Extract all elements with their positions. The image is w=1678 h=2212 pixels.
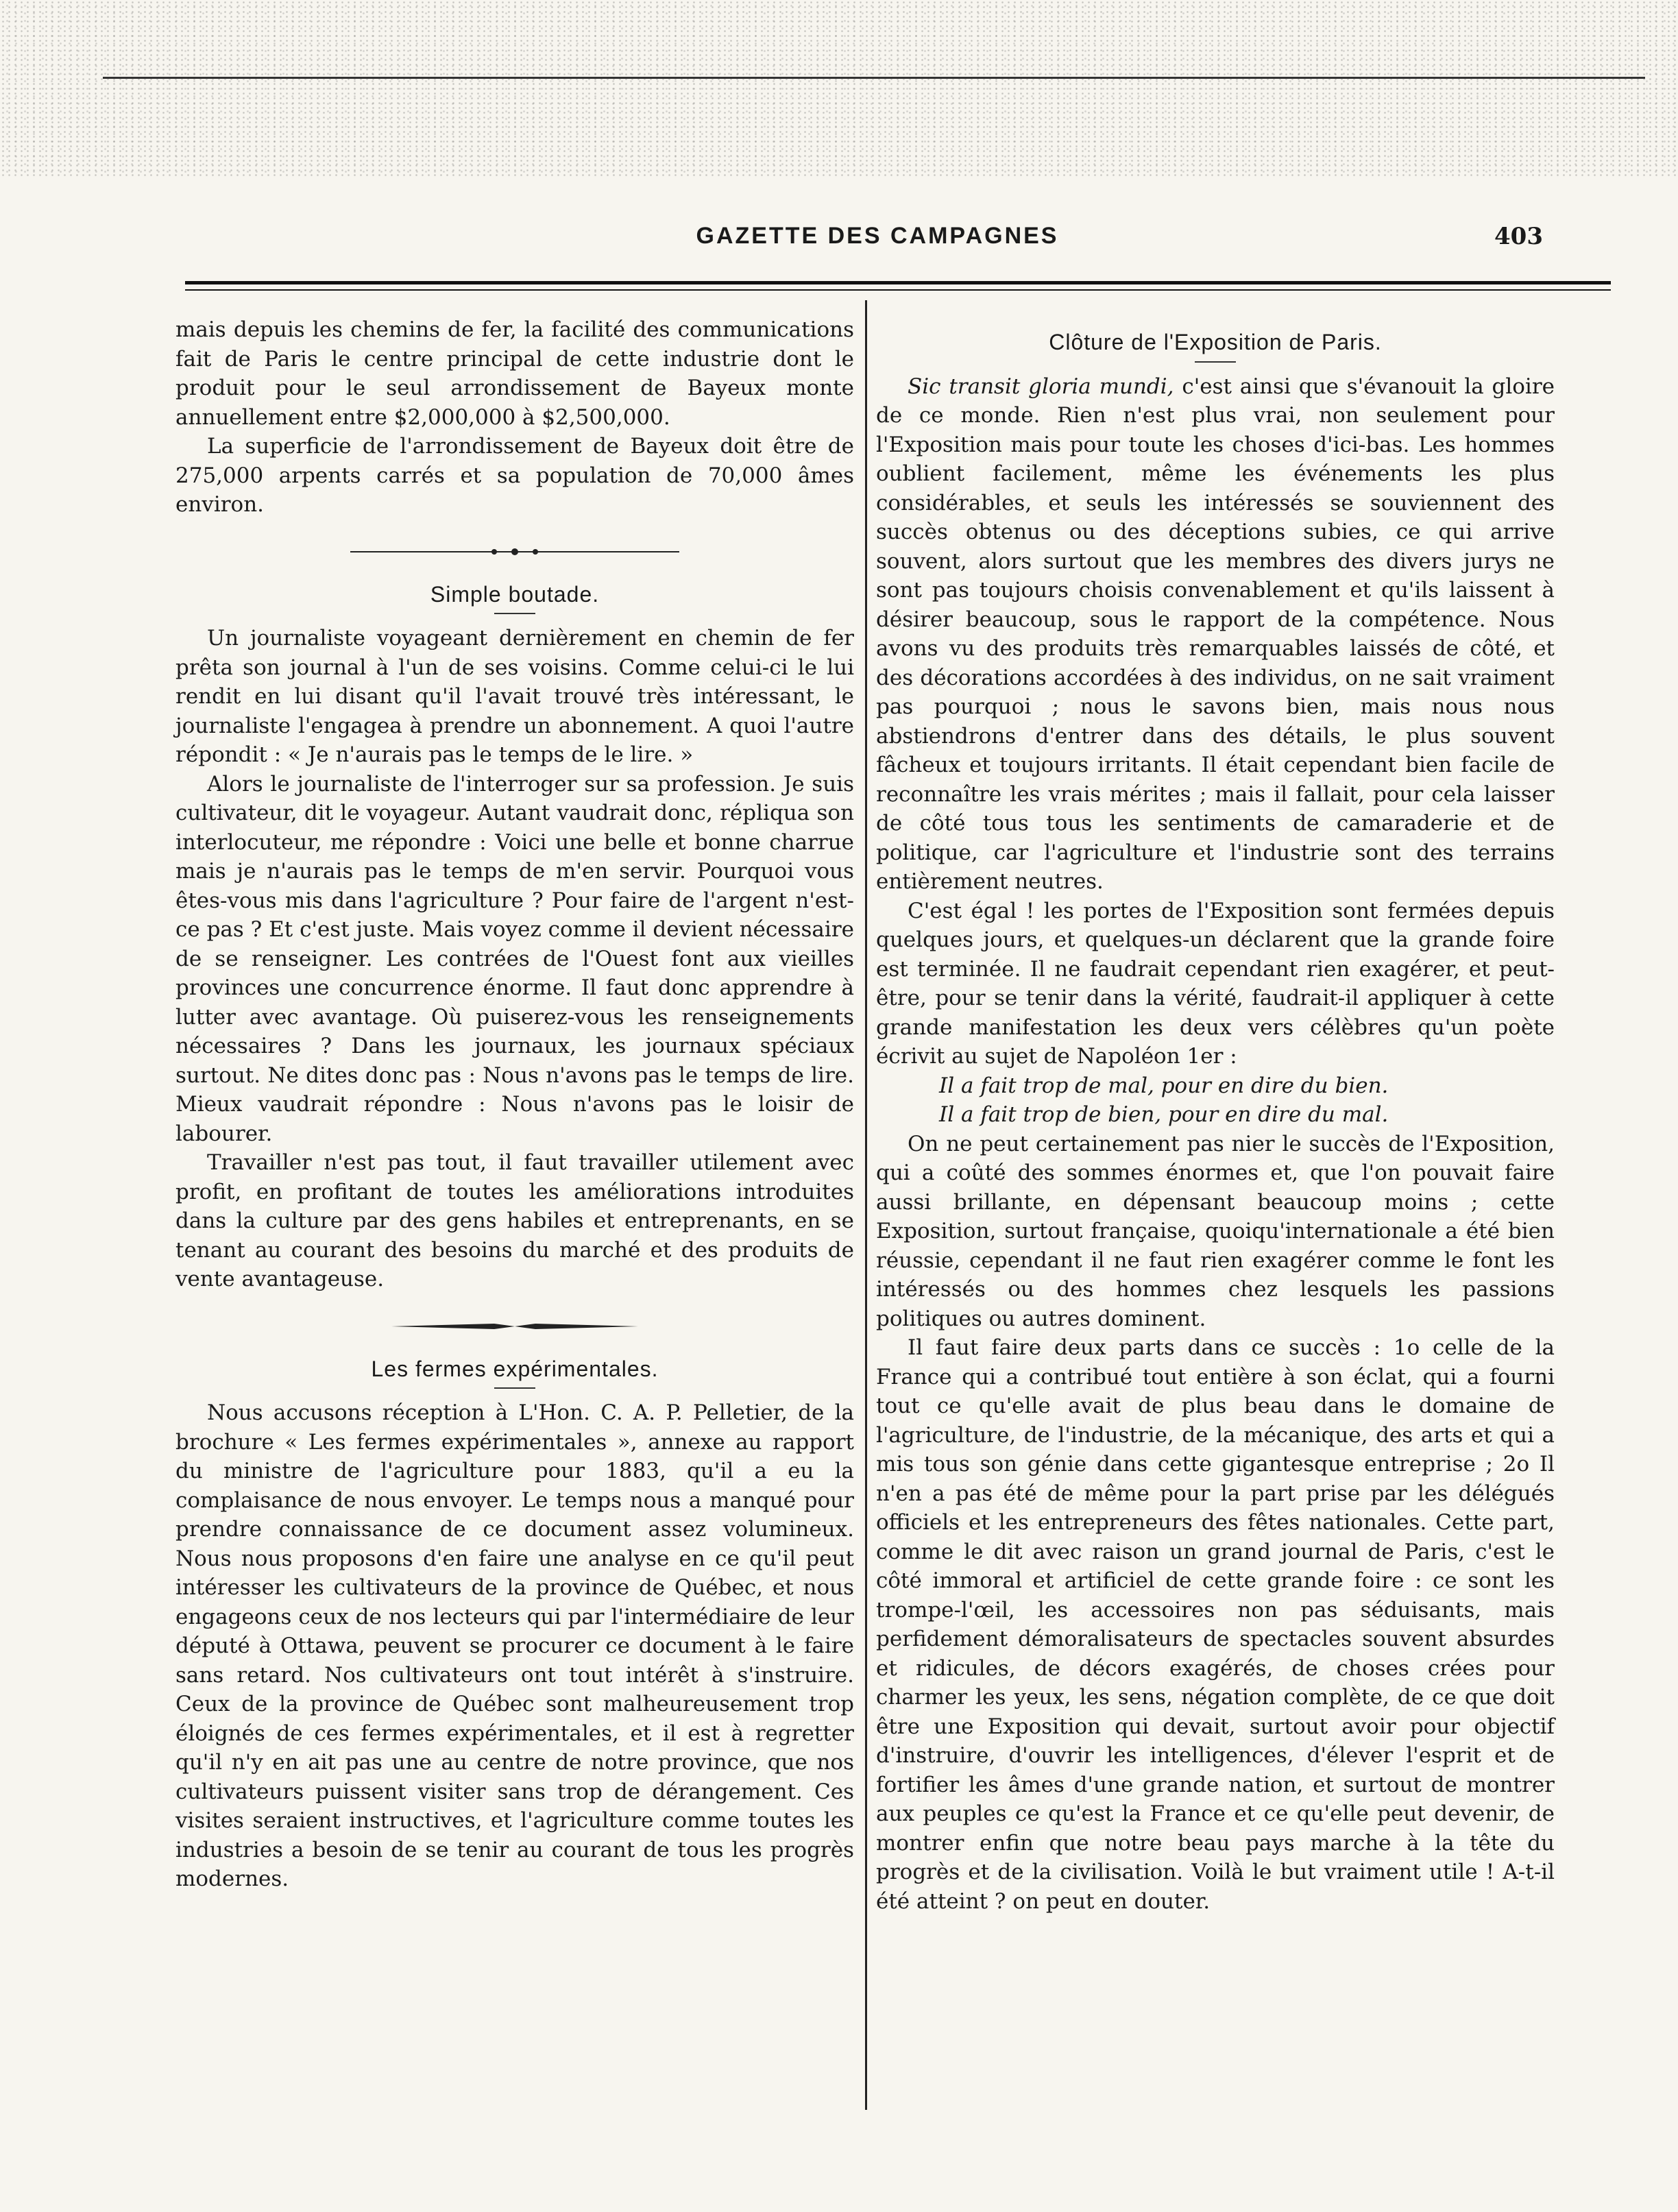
paragraph: Un journaliste voyageant dernièrement en chemin de fer prêta son journal à l'un de ses voisins. Comme celui-ci le lui rendit en lui disant qu'il l'avait trouvé très intéressant, le journaliste l'engagea à prendre un abonnement. A quoi l'autre répondit : « Je n'aurais pas le temps de le lire. » (175, 626, 854, 767)
paragraph: C'est égal ! les portes de l'Exposition sont fermées depuis quelques jours, et quelques-un déclarent que la grande foire est terminée. Il ne faudrait cependant rien exagérer, et peut-être, pour se tenir dans la vérité, faudrait-il appliquer à cette grande manifestation les deux vers célèbres qu'un poète écrivit au sujet de Napoléon 1er : (876, 898, 1555, 1069)
title-tick (494, 1387, 535, 1389)
section-title-simple-boutade: Simple boutade. (430, 581, 600, 607)
verse-line: Il a fait trop de mal, pour en dire du bien. (939, 1073, 1389, 1098)
print-speckle-texture (0, 0, 1678, 178)
paragraph-text: c'est ainsi que s'évanouit la gloire de ce monde. Rien n'est plus vrai, non seulement pour l'Exposition mais pour toute les choses d'ici-bas. Les hommes oublient facilement, même les événements les plus considérables, et seuls les intéressés se souviennent des succès obtenus ou des déceptions subies, ce qui arrive souvent, alors surtout que les membres des divers jurys ne sont pas toujours choisis convenablement et qu'ils laissent à désirer beaucoup, sous le rapport de la compétence. Nous avons vu des produits très remarquables laissés de côté, et des décorations accordées à des individus, on ne sait vraiment pas pourquoi ; nous le savons bien, mais nous nous abstiendrons d'entrer dans des détails, le plus souvent fâcheux et toujours irritants. Il était cependant bien facile de reconnaître les vrais mérites ; mais il fallait, pour cela laisser de côté tous tous les sentiments de camaraderie et de politique, car l'agriculture et l'industrie sont des terrains entièrement neutres. (876, 374, 1555, 894)
verse-line: Il a fait trop de bien, pour en dire du mal. (939, 1102, 1389, 1127)
page-header (0, 223, 1678, 264)
page-number: 403 (1494, 223, 1543, 250)
paragraph: Travailler n'est pas tout, il faut travailler utilement avec profit, en profitant de toutes les améliorations introduites dans la culture par des gens habiles et entreprenants, en se tenant au courant des besoins du marché et des produits de vente avantageuse. (175, 1150, 854, 1291)
paragraph: Il faut faire deux parts dans ce succès : 1o celle de la France qui a contribué tout entière à son éclat, qui a fourni tout ce qu'elle avait de plus beau dans le domaine de l'agriculture, de l'industrie, de la mécanique, des arts et qui a mis tous son génie dans cette gigantesque entreprise ; 2o Il n'en a pas été de même pour la part prise par les délégués officiels et les entrepreneurs des fêtes nationales. Cette part, comme le dit avec raison un grand journal de Paris, c'est le côté immoral et artificiel de cette grande foire : ce sont les trompe-l'œil, les accessoires non pas séduisants, mais perfidement démoralisateurs de spectacles souvent absurdes et ridicules, de décors exagérés, de choses crées pour charmer les yeux, les sens, négation complète, de ce que doit être une Exposition qui devait, surtout avoir pour objectif d'instruire, d'ouvrir les intelligences, d'élever l'esprit et de fortifier les âmes d'une grande nation, et surtout de montrer aux peuples ce qu'est la France et ce qu'elle peut devenir, de montrer enfin que notre beau pays marche à la tête du progrès et de la civilisation. Voilà le but vraiment utile ! A-t-il été atteint ? on peut en douter. (876, 1335, 1555, 1914)
section-ornament (391, 1322, 638, 1331)
section-ornament (350, 547, 679, 557)
publication-title: GAZETTE DES CAMPAGNES (696, 223, 1059, 249)
paragraph (876, 372, 1555, 897)
paragraph: Nous accusons réception à L'Hon. C. A. P. Pelletier, de la brochure « Les fermes expérimentales », annexe au rapport du ministre de l'agriculture pour 1883, qu'il a eu la complaisance de nous envoyer. Le temps nous a manqué pour prendre connaissance de ce document assez volumineux. Nous nous proposons d'en faire une analyse en ce qu'il peut intéresser les cultivateurs de la province de Québec, et nous engageons ceux de nos lecteurs qui par l'intermédiaire de leur député à Ottawa, peuvent se procurer ce document à le faire sans retard. Nos cultivateurs ont tout intérêt à s'instruire. Ceux de la province de Québec sont malheureusement trop éloignés de ces fermes expérimentales, et il est à regretter qu'il n'y en ait pas une au centre de notre province, que nos cultivateurs puissent visiter sans trop de dérangement. Ces visites seraient instructives, et l'agriculture comme toutes les industries a besoin de se tenir au courant de tous les progrès modernes. (175, 1400, 854, 1891)
section-title-fermes-experimentales: Les fermes expérimentales. (371, 1356, 659, 1381)
top-edge-rule (103, 77, 1645, 79)
paragraph: On ne peut certainement pas nier le succès de l'Exposition, qui a coûté des sommes énormes et, que l'on pouvait faire aussi brillante, en dépensant beaucoup moins ; cette Exposition, surtout française, quoiqu'internationale a été bien réussie, cependant il ne faut rien exagérer comme le font les intéressés ou des hommes chez lesquels les passions politiques ou autres dominent. (876, 1131, 1555, 1331)
paragraph: mais depuis les chemins de fer, la facilité des communications fait de Paris le centre principal de cette industrie dont le produit pour le seul arrondissement de Bayeux monte annuellement entre $2,000,000 à $2,500,000. (175, 317, 854, 430)
left-column (175, 315, 854, 1894)
section-title-cloture-exposition: Clôture de l'Exposition de Paris. (1049, 330, 1382, 354)
paragraph: Alors le journaliste de l'interroger sur sa profession. Je suis cultivateur, dit le voyageur. Autant vaudrait donc, répliqua son interlocuteur, me répondre : Voici une belle et bonne charrue mais je n'aurais pas le temps de m'en servir. Pourquoi vous êtes-vous mis dans l'agriculture ? Pour faire de l'argent n'est-ce pas ? Et c'est juste. Mais voyez comme il devient nécessaire de se renseigner. Les contrées de l'Ouest font aux vieilles provinces une concurrence énorme. Il faut donc apprendre à lutter avec avantage. Où puiserez-vous les renseignements nécessaires ? Dans les journaux, les journaux spéciaux surtout. Ne dites donc pas : Nous n'avons pas le temps de lire. Mieux vaudrait répondre : Nous n'avons pas le loisir de labourer. (175, 771, 854, 1146)
header-rule-thin (185, 289, 1611, 291)
paragraph: La superficie de l'arrondissement de Bayeux doit être de 275,000 arpents carrés et sa population de 70,000 âmes environ. (175, 434, 854, 517)
right-column (876, 315, 1555, 1916)
title-tick (1195, 361, 1236, 363)
column-divider (865, 300, 867, 2110)
title-tick (494, 613, 535, 614)
latin-quote: Sic transit gloria mundi, (908, 374, 1174, 399)
header-rule-thick (185, 281, 1611, 284)
